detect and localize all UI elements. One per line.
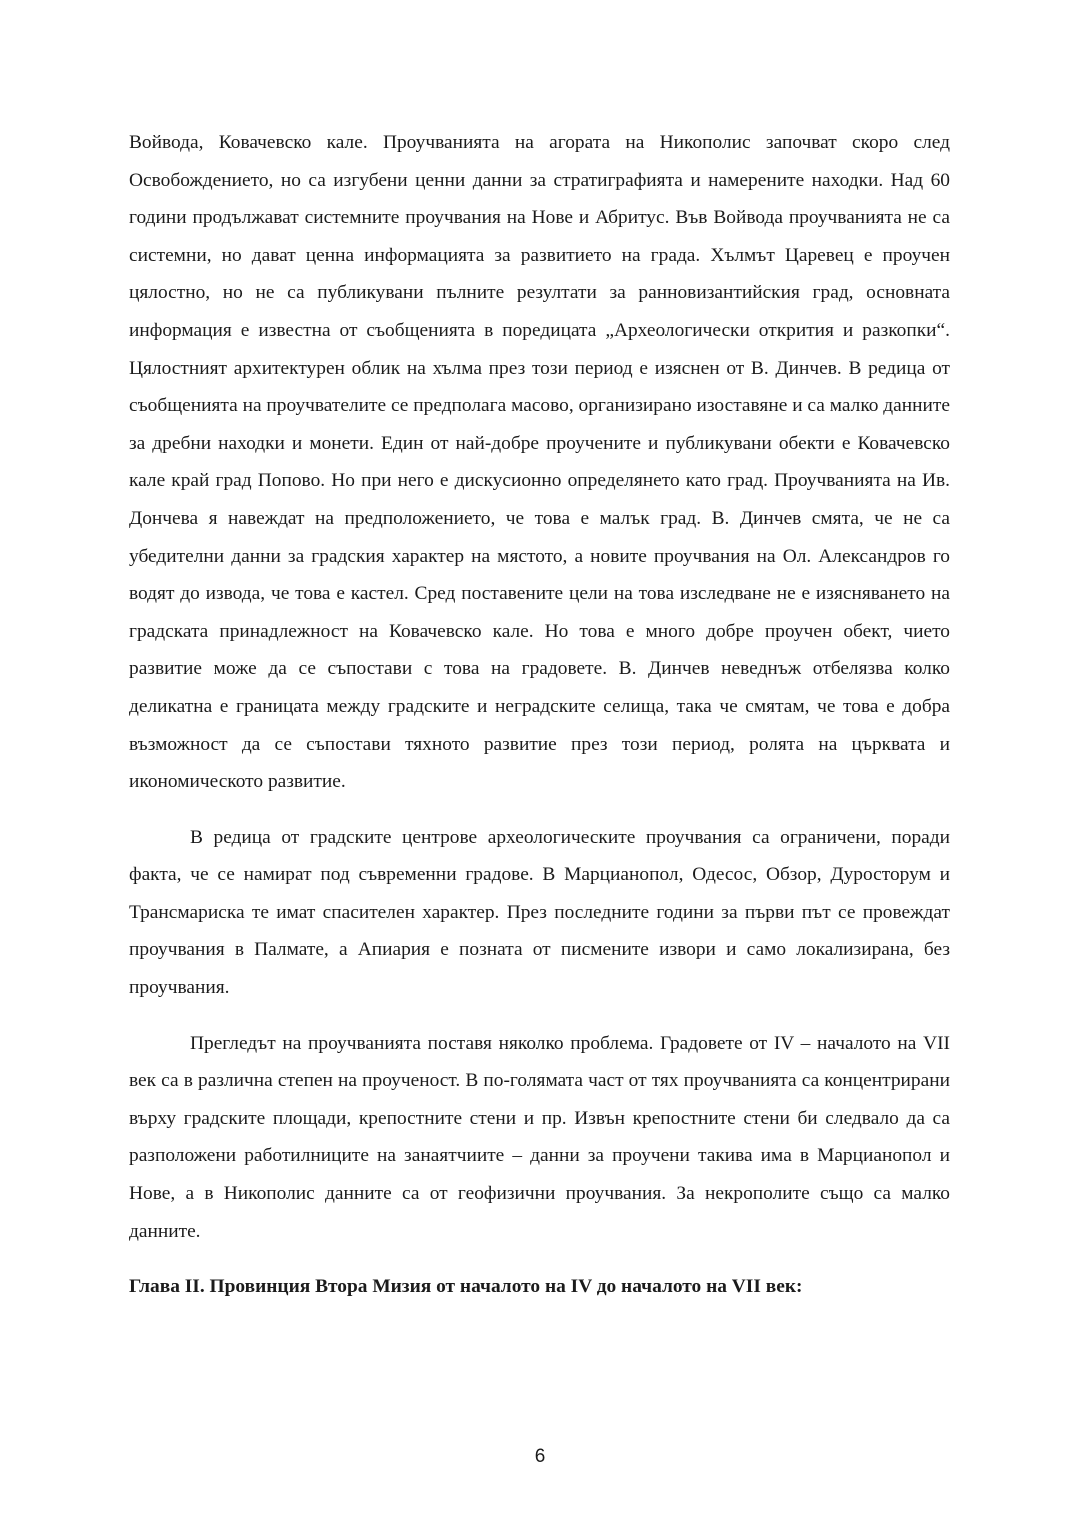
paragraph-spacer bbox=[129, 801, 950, 819]
paragraph-spacer bbox=[129, 1250, 950, 1268]
paragraph-spacer bbox=[129, 1007, 950, 1025]
page-number: 6 bbox=[534, 1446, 546, 1467]
chapter-heading: Глава II. Провинция Втора Мизия от началото на IV до началото на VII век: bbox=[129, 1276, 803, 1298]
paragraph-research-problems: Прегледът на проучванията поставя няколко проблема. Градовете от IV – началото на VII век са в различна степен на проученост. В по-голямата част от тях проучванията са концентрирани върху градските площади, крепостните стени и пр. Извън крепостните стени би следвало да са разположени работилниците на занаятчиите – данни за проучени такива има в Марцианопол и Нове, а в Никополис данните са от геофизични проучвания. За некрополите също са малко данните. bbox=[129, 1032, 950, 1242]
paragraph-research-overview: Войвода, Ковачевско кале. Проучванията на агората на Никополис започват скоро след Освобождението, но са изгубени ценни данни за стратиграфията и намерените находки. Над 60 години продължават системните проучвания на Нове и Абритус. Във Войвода проучванията не са системни, но дават ценна информацията за развитието на града. Хълмът Царевец е проучен цялостно, но не са публикувани пълните резултати за ранновизантийския град, основната информация е известна от съобщенията в поредицата „Археологически открития и разкопки“. Цялостният архитектурен облик на хълма през този период е изяснен от В. Динчев. В редица от съобщенията на проучвателите се предполага масово, организирано изоставяне и са малко данните за дребни находки и монети. Един от най-добре проучените и публикувани обекти е Ковачевско кале край град Попово. Но при него е дискусионно определянето като град. Проучванията на Ив. Дончева я навеждат на предположението, че това е малък град. В. Динчев смята, че не са убедителни данни за градския характер на мястото, а новите проучвания на Ол. Александров го водят до извода, че това е кастел. Сред поставените цели на това изследване не е изясняването на градската принадлежност на Ковачевско кале. Но това е много добре проучен обект, чието развитие може да се съпостави с това на градовете. В. Динчев неведнъж отбелязва колко деликатна е границата между градските и неградските селища, така че смятам, че това е добра възможност да се съпостави тяхното развитие през този период, ролята на църквата и икономическото развитие. bbox=[129, 132, 950, 793]
paragraph-limited-research: В редица от градските центрове археологическите проучвания са ограничени, поради факта, че се намират под съвременни градове. В Марцианопол, Одесос, Обзор, Дуросторум и Трансмариска те имат спасителен характер. През последните години за първи път се провеждат проучвания в Палмате, а Апиария е позната от писмените извори и само локализирана, без проучвания. bbox=[129, 826, 950, 999]
page-body bbox=[129, 124, 950, 1306]
